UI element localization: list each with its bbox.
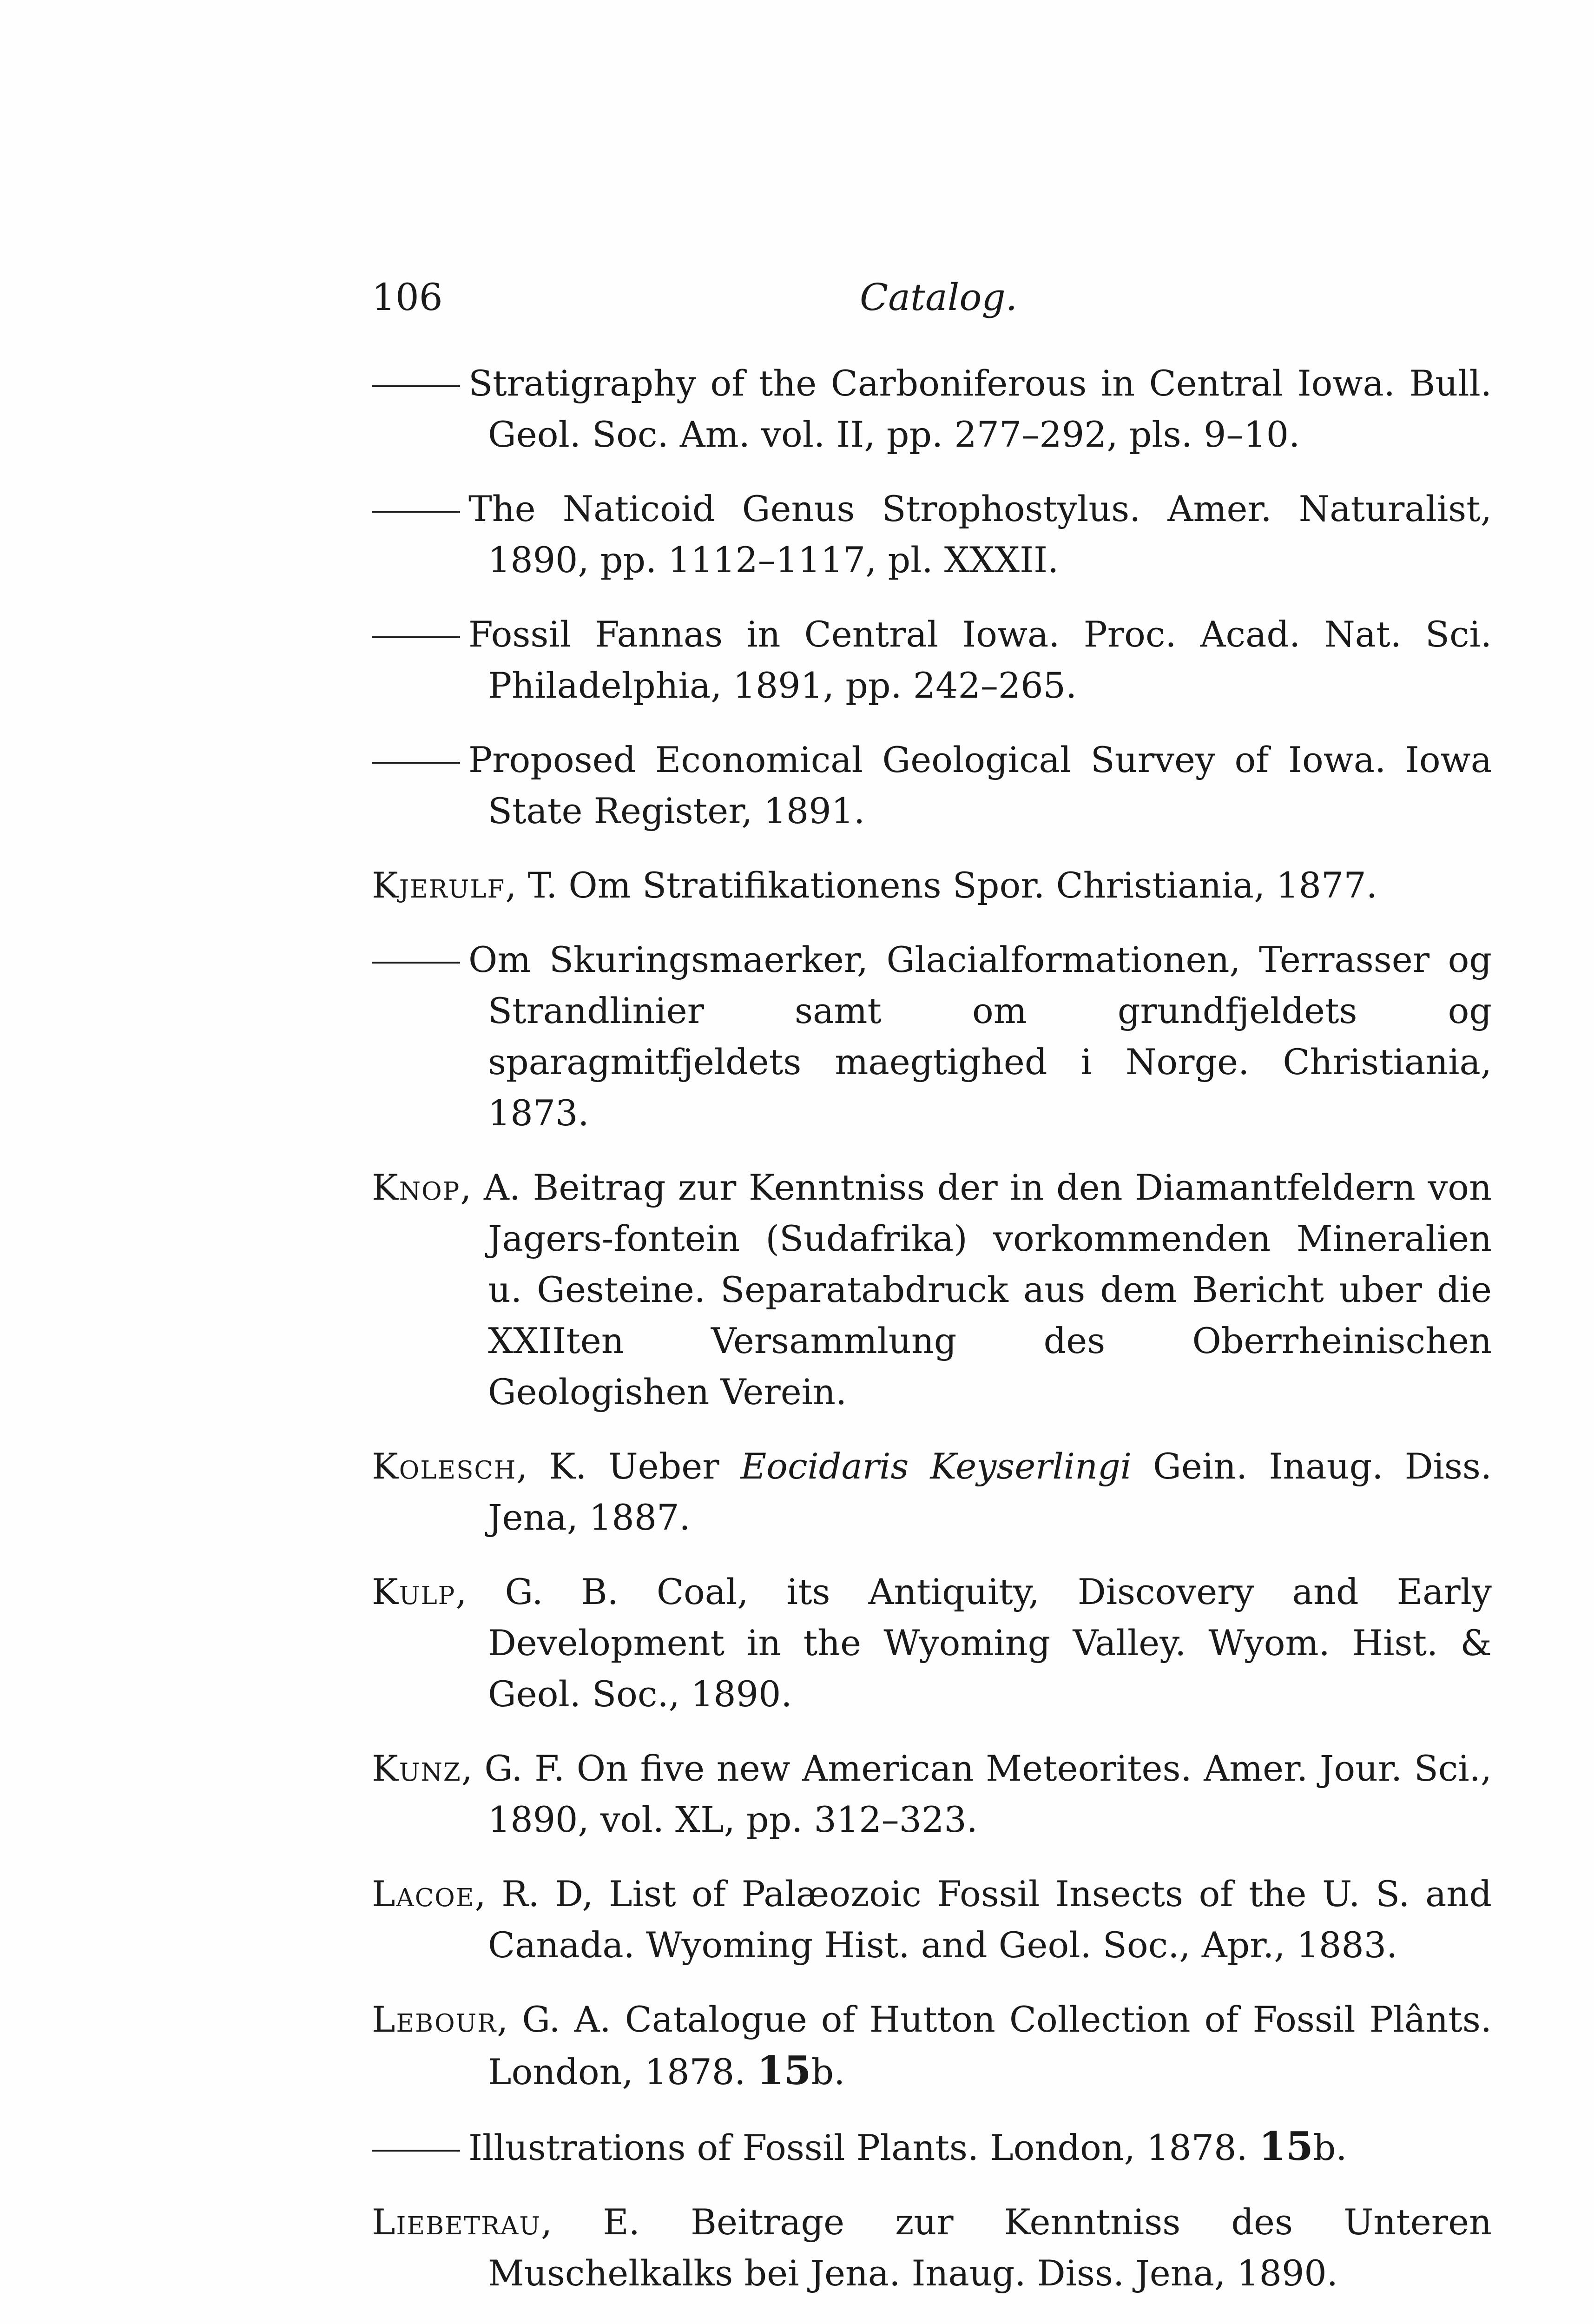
catalog-entry [372,2197,1492,2299]
ditto-dash [372,762,460,764]
entry-author: Liebetrau [372,2201,541,2243]
entry-text: , E. Beitrage zur Kenntniss des Unteren Muschelkalks bei Jena. Inaug. Diss. Jena, 1890. [488,2201,1492,2294]
shelf-mark-suffix: b. [811,2051,845,2093]
catalog-entry [372,358,1492,460]
entry-author: Kolesch [372,1446,517,1487]
ditto-dash [372,962,460,964]
entry-text: , R. D, List of Palæozoic Fossil Insects of the U. S. and Canada. Wyoming Hist. and Geol. Soc., Apr., 1883. [474,1873,1492,1966]
ditto-dash [372,511,460,513]
entry-text: , G. A. Catalogue of Hutton Collection of Fossil Plânts. London, 1878. [488,1999,1492,2093]
entry-text: Stratigraphy of the Carboniferous in Central Iowa. Bull. Geol. Soc. Am. vol. II, pp. 277–292, pls. 9–10. [468,363,1492,455]
catalog-entry [372,934,1492,1139]
catalog-entry [372,2121,1492,2173]
entry-text: , G. F. On five new American Meteorites. Amer. Jour. Sci., 1890, vol. XL, pp. 312–323. [461,1748,1492,1840]
ditto-dash [372,385,460,387]
shelf-mark-suffix: b. [1313,2127,1347,2168]
catalog-entry [372,734,1492,837]
ditto-dash [372,2150,460,2152]
catalog-entry [372,1743,1492,1845]
entry-text: Om Skuringsmaerker, Glacialformationen, Terrasser og Strandlinier samt om grundfjeldets og sparagmitfjeldets maegtighed i Norge. Christiania, 1873. [468,939,1492,1134]
entry-text: Proposed Economical Geological Survey of Iowa. Iowa State Register, 1891. [468,739,1492,832]
catalog-entry [372,1994,1492,2098]
entry-text: Gein. Inaug. Diss. Jena, 1887. [488,1446,1492,1538]
entry-author: Knop [372,1167,461,1208]
entry-author: Lacoe [372,1873,475,1915]
entry-text: , T. Om Stratifikationens Spor. Christiania, 1877. [505,865,1377,906]
entry-author: Lebour [372,1999,497,2040]
catalog-entry [372,1566,1492,1720]
catalog-entry [372,483,1492,586]
entry-author: Kulp [372,1571,456,1612]
running-title: Catalog. [860,276,1018,319]
shelf-mark: 15 [1258,2123,1313,2169]
catalog-entries [372,358,1492,2322]
entry-author: Kunz [372,1748,461,1789]
catalog-entry [372,1162,1492,1418]
page-number: 106 [372,276,443,319]
catalog-entry [372,860,1492,911]
entry-text: Illustrations of Fossil Plants. London, 1878. [468,2127,1248,2168]
entry-text: , K. Ueber [516,1446,741,1487]
catalog-entry [372,1868,1492,1971]
entry-text: Fossil Fannas in Central Iowa. Proc. Acad. Nat. Sci. Philadelphia, 1891, pp. 242–265. [468,614,1492,706]
catalog-entry [372,609,1492,711]
entry-italic-title: Eocidaris Keyserlingi [740,1446,1132,1487]
ditto-dash [372,636,460,638]
catalog-entry [372,1441,1492,1543]
entry-text: The Naticoid Genus Strophostylus. Amer. Naturalist, 1890, pp. 1112–1117, pl. XXXII. [468,488,1492,581]
page-header [372,270,1492,325]
entry-text: , G. B. Coal, its Antiquity, Discovery and Early Development in the Wyoming Valley. Wyom. Hist. & Geol. Soc., 1890. [455,1571,1492,1715]
shelf-mark: 15 [757,2047,811,2093]
entry-author: Kjerulf [372,865,506,906]
entry-text: , A. Beitrag zur Kenntniss der in den Diamantfeldern von Jagers-fontein (Sudafrika) vorkommenden Mineralien u. Gesteine. Separatabdruck aus dem Bericht uber die XXIIten Versammlung des Oberrheinischen Geologishen Verein. [460,1167,1492,1413]
